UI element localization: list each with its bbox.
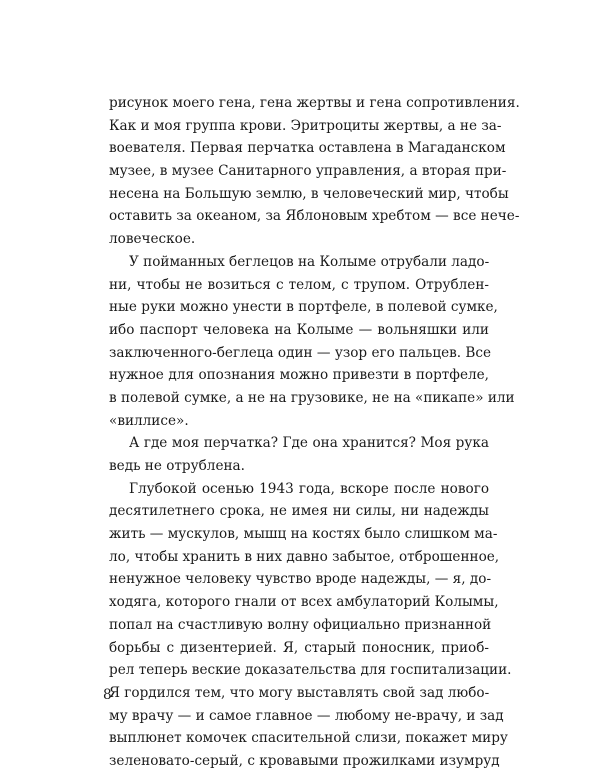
text-line: ло, чтобы хранить в них давно забытое, отброшенное,: [109, 548, 500, 565]
text-line: выплюнет комочек спасительной слизи, покажет миру: [109, 730, 508, 747]
text-line: А где моя перчатка? Где она хранится? Моя рука: [129, 435, 489, 452]
text-line: У пойманных беглецов на Колыме отрубали ладо-: [129, 253, 490, 270]
text-line: несена на Большую землю, в человеческий мир, чтобы: [109, 185, 509, 202]
text-line: заключенного-беглеца один — узор его пальцев. Все: [109, 344, 492, 361]
text-line: ведь не отрублена.: [109, 458, 245, 474]
text-line: воевателя. Первая перчатка оставлена в Магаданском: [109, 140, 506, 157]
text-line: ненужное человеку чувство вроде надежды, — я, до-: [109, 571, 492, 588]
text-line: ные руки можно унести в портфеле, в полевой сумке,: [109, 299, 498, 316]
page-body-text: [109, 92, 520, 773]
text-line: ибо паспорт человека на Колыме — вольняшки или: [109, 321, 489, 338]
page-number: 8: [103, 687, 112, 703]
text-line: Я гордился тем, что могу выставлять свой зад любо-: [109, 684, 490, 701]
text-line: десятилетнего срока, не имея ни силы, ни надежды: [109, 503, 489, 520]
text-line: нужное для опознания можно привезти в портфеле,: [109, 367, 489, 384]
text-line: «виллисе».: [109, 412, 189, 429]
text-line: Как и моя группа крови. Эритроциты жертвы, а не за-: [109, 117, 502, 134]
text-line: ни, чтобы не возиться с телом, с трупом. Отрублен-: [109, 276, 489, 293]
text-line: жить — мускулов, мышц на костях было слишком ма-: [109, 526, 498, 543]
text-line: музее, в музее Санитарного управления, а вторая при-: [109, 163, 507, 180]
text-line: зеленовато-серый, с кровавыми прожилками изумруд: [109, 752, 500, 769]
text-line: му врачу — и самое главное — любому не-врачу, и зад: [109, 707, 504, 724]
text-line: борьбы с дизентерией. Я, старый поносник, приоб-: [109, 639, 489, 656]
text-line: рел теперь веские доказательства для госпитализации.: [109, 662, 512, 679]
text-line: ловеческое.: [109, 231, 196, 248]
text-line: ходяга, которого гнали от всех амбулаторий Колымы,: [109, 594, 499, 611]
text-line: в полевой сумке, а не на грузовике, не на «пикапе» или: [109, 389, 515, 406]
text-line: попал на счастливую волну официально признанной: [109, 616, 492, 633]
text-line: Глубокой осенью 1943 года, вскоре после нового: [129, 480, 489, 497]
text-line: рисунок моего гена, гена жертвы и гена сопротивления.: [109, 95, 520, 111]
text-line: оставить за океаном, за Яблоновым хребтом — все нече-: [109, 208, 520, 225]
